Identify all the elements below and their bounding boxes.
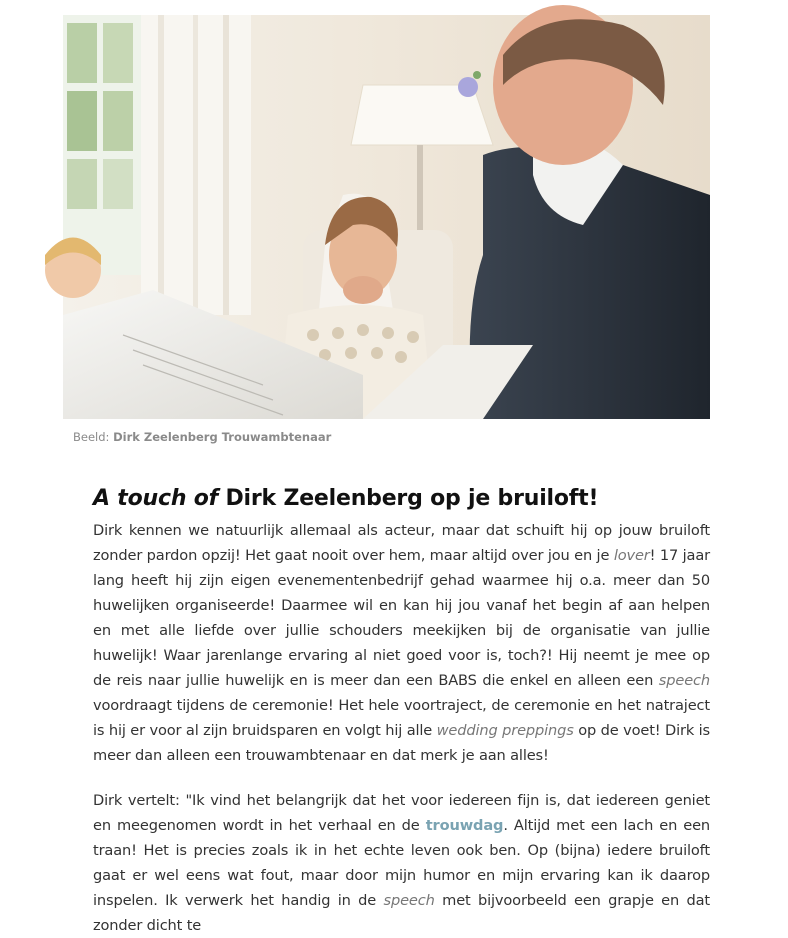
caption-prefix: Beeld: <box>73 430 110 444</box>
article-paragraph-2 <box>93 788 710 938</box>
article-paragraph-1 <box>93 518 710 768</box>
heading-lead: A touch of <box>93 486 219 511</box>
p1-text-3: voordraagt tijdens de ceremonie! Het hele voortraject, de ceremonie en het natraject is hij er voor al zijn bruidsparen en volgt hij alle <box>93 697 710 739</box>
article-heading <box>93 484 710 514</box>
p2-text-2: . Altijd met een lach en een traan! Het is precies zoals ik in het echte leven ook ben. Op (bijna) iedere bruiloft gaat er wel eens wat fout, maar door mijn humor en mijn ervaring kan ik daarop inspelen. Ik verwerk het handig in de <box>93 817 711 909</box>
photo-caption <box>73 430 331 444</box>
p1-emphasis-lover: lover <box>613 547 650 564</box>
article-body <box>93 484 710 938</box>
p2-emphasis-speech: speech <box>383 892 435 909</box>
p2-text-3: met bijvoorbeeld een grapje en dat zonder dicht te <box>93 892 710 934</box>
p1-text-1: Dirk kennen we natuurlijk allemaal als acteur, maar dat schuift hij op jouw bruiloft zonder pardon opzij! Het gaat nooit over hem, maar altijd over jou en je <box>93 522 710 564</box>
hero-photo <box>63 15 710 419</box>
p1-text-4: op de voet! Dirk is meer dan alleen een trouwambtenaar en dat merk je aan alles! <box>93 722 710 764</box>
p2-text-1: Dirk vertelt: "Ik vind het belangrijk dat het voor iedereen fijn is, dat iedereen geniet en meegenomen wordt in het verhaal en de <box>93 792 710 834</box>
caption-credit: Dirk Zeelenberg Trouwambtenaar <box>113 430 332 444</box>
trouwdag-link[interactable]: trouwdag <box>425 817 504 834</box>
p1-emphasis-speech: speech <box>658 672 710 689</box>
heading-rest: Dirk Zeelenberg op je bruiloft! <box>225 486 599 511</box>
p1-text-2: ! 17 jaar lang heeft hij zijn eigen evenementenbedrijf gehad waarmee hij o.a. meer dan 50 huwelijken organiseerde! Daarmee wil en kan hij jou vanaf het begin af aan helpen en met alle liefde over jullie schouders meekijken bij de organisatie van jullie huwelijk! Waar jarenlange ervaring al niet goed voor is, toch?! Hij neemt je mee op de reis naar jullie huwelijk en is meer dan een BABS die enkel en alleen een <box>93 547 710 689</box>
wedding-ceremony-photo <box>63 15 710 419</box>
p1-emphasis-wedding-preppings: wedding preppings <box>436 722 574 739</box>
